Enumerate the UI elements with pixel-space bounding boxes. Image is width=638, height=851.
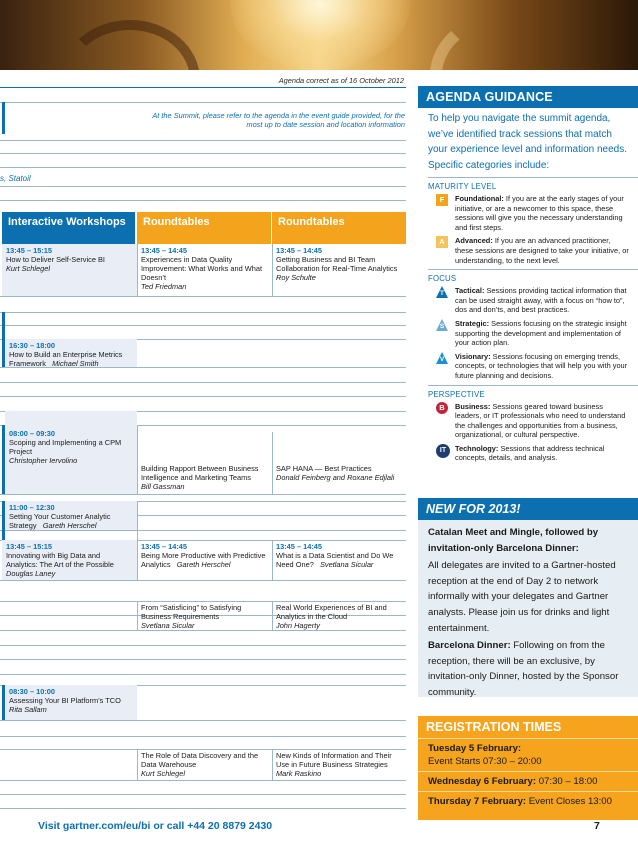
grid-line <box>0 720 406 721</box>
legend-item-strategic: S Strategic: Sessions focusing on the strategic insight supporting the development and implementation of your action plan. <box>418 319 638 348</box>
legend-item-tactical: T Tactical: Sessions providing tactical information that can be used straight away, with a focus on “how to”, dos and don’ts, and best practices. <box>418 286 638 315</box>
session-speaker: Donald Feinberg and Roxane Edjlali <box>276 473 395 482</box>
session-title: From “Satisficing” to Satisfying Business Requirements <box>141 603 242 621</box>
grid-line <box>0 312 406 313</box>
registration-times-heading: REGISTRATION TIMES <box>418 716 638 739</box>
column-header-roundtables: Roundtables <box>137 212 271 244</box>
track-marker <box>2 102 5 134</box>
session-cell[interactable] <box>2 540 137 580</box>
session-cell[interactable] <box>137 540 272 580</box>
session-cell[interactable] <box>272 244 406 296</box>
registration-times-panel <box>418 716 638 820</box>
legend-item-business: B Business: Sessions geared toward business leaders, or IT professionals who need to understand the challenges and opportunities from a business, organizational, or cultural perspective. <box>418 402 638 440</box>
legend-item-visionary: V Visionary: Sessions focusing on emerging trends, concepts, or technologies that will help you with your future planning and decisions. <box>418 352 638 381</box>
legend-item-foundational: F Foundational: If you are at the early stages of your initiative, or are a newcomer to this space, these sessions will give you the necessary understanding and first steps. <box>418 194 638 232</box>
session-speaker: Michael Smith <box>52 359 99 368</box>
grid-line <box>0 396 406 397</box>
agenda-date-note: Agenda correct as of 16 October 2012 <box>278 76 404 85</box>
grid-line <box>0 167 406 168</box>
session-speaker: Gareth Herschel <box>176 560 231 569</box>
grid-line <box>0 580 406 581</box>
perspective-label: PERSPECTIVE <box>428 389 485 399</box>
grid-line <box>0 674 406 675</box>
legend-item-technology: IT Technology: Sessions that address technical concepts, details, and analysis. <box>418 444 638 463</box>
session-speaker: Christopher Iervolino <box>9 456 78 465</box>
advanced-icon: A <box>436 236 448 248</box>
new-for-2013-panel <box>418 498 638 697</box>
grid-line <box>0 186 406 187</box>
session-speaker: Kurt Schlegel <box>6 264 50 273</box>
session-speaker: Svetlana Sicular <box>319 560 374 569</box>
session-speaker: Douglas Laney <box>6 569 56 578</box>
session-title: SAP HANA — Best Practices <box>276 464 372 473</box>
grid-line <box>0 530 406 531</box>
registration-tuesday: Tuesday 5 February: Event Starts 07:30 – 20:00 <box>418 739 638 772</box>
session-cell[interactable] <box>272 540 406 580</box>
business-icon: B <box>436 402 448 414</box>
legend-item-advanced: A Advanced: If you are an advanced practitioner, these sessions are designed to take your initiative, or understanding, to the next level. <box>418 236 638 265</box>
session-title: Being More Productive with Predictive Analytics Gareth Herschel <box>141 551 266 569</box>
grid-line <box>0 200 406 201</box>
session-time: 08:30 – 10:00 <box>9 687 56 696</box>
session-title: Real World Experiences of BI and Analytics in the Cloud <box>276 603 387 621</box>
session-speaker: Roy Schulte <box>276 273 316 282</box>
grid-line <box>0 325 406 326</box>
grid-line <box>0 808 406 809</box>
session-title: Assessing Your BI Platform’s TCO <box>9 696 121 705</box>
session-title: Experiences in Data Quality Improvement: What Works and What Doesn’t <box>141 255 263 282</box>
session-time: 08:00 – 09:30 <box>9 429 56 438</box>
session-cell[interactable] <box>272 462 406 494</box>
partial-speaker-text: s, Statoil <box>0 174 31 183</box>
session-cell[interactable] <box>272 749 406 780</box>
session-time: 13:45 – 15:15 <box>6 246 53 255</box>
session-cell[interactable] <box>5 685 137 720</box>
foundational-icon: F <box>436 194 448 206</box>
session-speaker: Svetlana Sicular <box>141 621 195 630</box>
new-for-2013-body: All delegates are invited to a Gartner-hosted reception at the end of Day 2 to network informally with your delegates and Gartner analysts. Please join us for drinks and light entertainment. <box>428 560 616 634</box>
technology-icon: IT <box>436 444 450 458</box>
grid-line <box>0 645 406 646</box>
session-cell[interactable] <box>137 462 272 494</box>
column-header-interactive-workshops: Interactive Workshops <box>2 212 135 244</box>
session-speaker: Mark Raskino <box>276 769 322 778</box>
session-time: 13:45 – 14:45 <box>141 246 188 255</box>
session-time: 13:45 – 15:15 <box>6 542 53 551</box>
agenda-guidance-heading: AGENDA GUIDANCE <box>418 86 638 108</box>
registration-wednesday: Wednesday 6 February: 07:30 – 18:00 <box>418 772 638 792</box>
registration-thursday: Thursday 7 February: Event Closes 13:00 <box>428 796 612 807</box>
grid-line <box>0 794 406 795</box>
summit-info-note: At the Summit, please refer to the agenda in the event guide provided, for the most up to date session and location information <box>152 111 405 129</box>
session-cell[interactable] <box>5 501 137 530</box>
session-cell[interactable] <box>137 244 272 296</box>
session-cell[interactable] <box>137 601 272 630</box>
session-time: 13:45 – 14:45 <box>141 542 188 551</box>
agenda-guidance-panel <box>418 86 638 467</box>
session-time: 16:30 – 18:00 <box>9 341 56 350</box>
session-time: 11:00 – 12:30 <box>9 503 55 512</box>
session-title: Building Rapport Between Business Intelligence and Marketing Teams <box>141 464 259 482</box>
session-title: How to Build an Enterprise Metrics Framework Michael Smith <box>9 350 123 368</box>
focus-label: FOCUS <box>428 274 457 284</box>
session-cell[interactable] <box>137 749 272 780</box>
session-speaker: Gareth Herschel <box>42 521 97 530</box>
new-for-2013-heading: NEW FOR 2013! <box>418 498 638 520</box>
session-cell[interactable] <box>272 601 406 630</box>
session-title: Setting Your Customer Analytic Strategy Gareth Herschel <box>9 512 111 530</box>
footer-contact-link[interactable]: Visit gartner.com/eu/bi or call +44 20 8879 2430 <box>38 820 273 832</box>
grid-line <box>0 630 406 631</box>
session-cell[interactable] <box>5 411 137 494</box>
grid-line <box>0 87 406 88</box>
session-speaker: Ted Friedman <box>141 282 187 291</box>
session-cell[interactable] <box>5 339 137 367</box>
session-speaker: Bill Gassman <box>141 482 185 491</box>
session-title: New Kinds of Information and Their Use in Future Business Strategies <box>276 751 392 769</box>
session-speaker: Kurt Schlegel <box>141 769 185 778</box>
session-time: 13:45 – 14:45 <box>276 246 323 255</box>
maturity-level-label: MATURITY LEVEL <box>428 182 497 191</box>
grid-column-line <box>137 501 138 540</box>
barcelona-dinner-text: Barcelona Dinner: Following on from the reception, there will be an exclusive, by invitation-only Dinner, hosted by the Sponsor community. <box>428 640 619 698</box>
grid-line <box>0 382 406 383</box>
session-title: How to Deliver Self-Service BI <box>6 255 105 264</box>
session-title: What is a Data Scientist and Do We Need One? Svetlana Sicular <box>276 551 394 569</box>
grid-line <box>0 153 406 154</box>
session-title: Scoping and Implementing a CPM Project <box>9 438 122 456</box>
session-cell[interactable] <box>2 244 137 296</box>
grid-line <box>0 659 406 660</box>
session-title: Getting Business and BI Team Collaboration for Real-Time Analytics <box>276 255 398 273</box>
grid-line <box>0 102 406 103</box>
page-number: 7 <box>594 820 600 832</box>
grid-line <box>0 296 406 297</box>
new-for-2013-lead: Catalan Meet and Mingle, followed by invitation-only Barcelona Dinner: <box>428 527 599 554</box>
grid-line <box>0 494 406 495</box>
session-time: 13:45 – 14:45 <box>276 542 323 551</box>
session-title: Innovating with Big Data and Analytics: The Art of the Possible <box>6 551 114 569</box>
grid-line <box>0 736 406 737</box>
session-title: The Role of Data Discovery and the Data Warehouse <box>141 751 259 769</box>
session-speaker: Rita Sallam <box>9 705 47 714</box>
session-speaker: John Hagerty <box>276 621 320 630</box>
grid-line <box>0 780 406 781</box>
grid-line <box>0 140 406 141</box>
agenda-guidance-intro: To help you navigate the summit agenda, we’ve identified track sessions that match your experience level and information needs. Specific categories include: <box>428 113 628 171</box>
column-header-roundtables: Roundtables <box>272 212 406 244</box>
banner-photo <box>0 0 638 70</box>
